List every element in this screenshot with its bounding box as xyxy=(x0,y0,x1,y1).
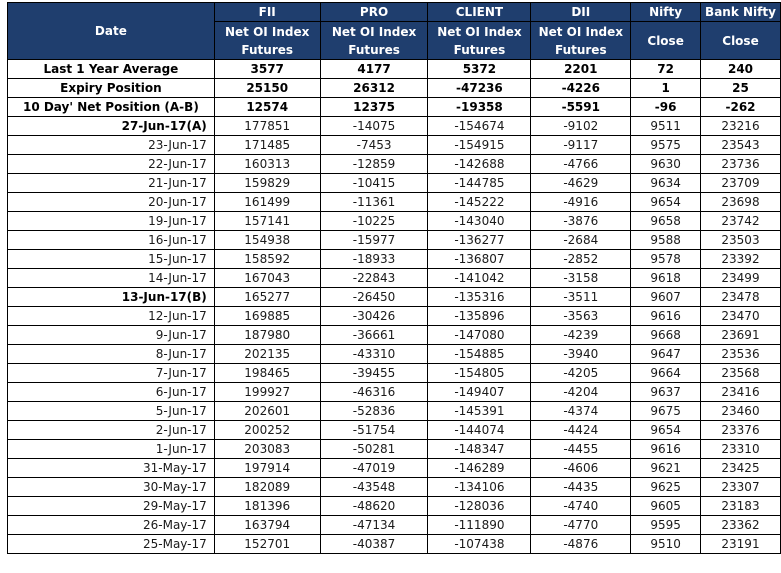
date-cell: 12-Jun-17 xyxy=(8,307,215,326)
value-cell: -15977 xyxy=(320,231,428,250)
subheader-line: Net OI Index xyxy=(224,24,310,39)
value-cell: -52836 xyxy=(320,402,428,421)
client-subheader xyxy=(428,22,531,60)
value-cell: -141042 xyxy=(428,269,531,288)
summary-cell: -4226 xyxy=(531,79,631,98)
value-cell: 23392 xyxy=(701,250,781,269)
value-cell: 23536 xyxy=(701,345,781,364)
value-cell: 9607 xyxy=(631,288,701,307)
value-cell: -135896 xyxy=(428,307,531,326)
date-cell: 5-Jun-17 xyxy=(8,402,215,421)
value-cell: -39455 xyxy=(320,364,428,383)
summary-label: Expiry Position xyxy=(8,79,215,98)
value-cell: -36661 xyxy=(320,326,428,345)
value-cell: 23310 xyxy=(701,440,781,459)
value-cell: -26450 xyxy=(320,288,428,307)
value-cell: -22843 xyxy=(320,269,428,288)
value-cell: 23460 xyxy=(701,402,781,421)
value-cell: 9625 xyxy=(631,478,701,497)
date-cell: 15-Jun-17 xyxy=(8,250,215,269)
value-cell: 202601 xyxy=(214,402,320,421)
date-cell: 6-Jun-17 xyxy=(8,383,215,402)
table-row xyxy=(8,364,781,383)
value-cell: -4239 xyxy=(531,326,631,345)
bank-nifty-subheader: Close xyxy=(701,22,781,60)
value-cell: -40387 xyxy=(320,535,428,554)
value-cell: 9630 xyxy=(631,155,701,174)
value-cell: 23499 xyxy=(701,269,781,288)
date-cell: 19-Jun-17 xyxy=(8,212,215,231)
summary-row xyxy=(8,60,781,79)
table-row xyxy=(8,250,781,269)
nifty-subheader: Close xyxy=(631,22,701,60)
value-cell: 202135 xyxy=(214,345,320,364)
dii-subheader xyxy=(531,22,631,60)
value-cell: -149407 xyxy=(428,383,531,402)
table-row xyxy=(8,326,781,345)
summary-cell: 1 xyxy=(631,79,701,98)
value-cell: 9647 xyxy=(631,345,701,364)
value-cell: -111890 xyxy=(428,516,531,535)
table-row xyxy=(8,440,781,459)
date-cell: 7-Jun-17 xyxy=(8,364,215,383)
value-cell: 9637 xyxy=(631,383,701,402)
value-cell: 23478 xyxy=(701,288,781,307)
value-cell: -3563 xyxy=(531,307,631,326)
date-cell: 25-May-17 xyxy=(8,535,215,554)
date-cell: 9-Jun-17 xyxy=(8,326,215,345)
value-cell: -134106 xyxy=(428,478,531,497)
value-cell: -11361 xyxy=(320,193,428,212)
value-cell: -146289 xyxy=(428,459,531,478)
date-cell: 20-Jun-17 xyxy=(8,193,215,212)
summary-cell: 25 xyxy=(701,79,781,98)
value-cell: 23307 xyxy=(701,478,781,497)
value-cell: -50281 xyxy=(320,440,428,459)
value-cell: 23376 xyxy=(701,421,781,440)
value-cell: -9117 xyxy=(531,136,631,155)
value-cell: 23742 xyxy=(701,212,781,231)
value-cell: -10225 xyxy=(320,212,428,231)
value-cell: 182089 xyxy=(214,478,320,497)
value-cell: 158592 xyxy=(214,250,320,269)
value-cell: -43548 xyxy=(320,478,428,497)
value-cell: -4455 xyxy=(531,440,631,459)
value-cell: -142688 xyxy=(428,155,531,174)
subheader-line: Futures xyxy=(348,42,400,57)
table-row xyxy=(8,193,781,212)
value-cell: 152701 xyxy=(214,535,320,554)
value-cell: -4205 xyxy=(531,364,631,383)
value-cell: -47019 xyxy=(320,459,428,478)
value-cell: -135316 xyxy=(428,288,531,307)
value-cell: -3940 xyxy=(531,345,631,364)
client-column-header: CLIENT xyxy=(428,3,531,22)
value-cell: -3158 xyxy=(531,269,631,288)
value-cell: 9658 xyxy=(631,212,701,231)
date-cell: 26-May-17 xyxy=(8,516,215,535)
value-cell: -4629 xyxy=(531,174,631,193)
value-cell: -154805 xyxy=(428,364,531,383)
value-cell: -47134 xyxy=(320,516,428,535)
value-cell: -7453 xyxy=(320,136,428,155)
date-cell: 29-May-17 xyxy=(8,497,215,516)
date-cell: 31-May-17 xyxy=(8,459,215,478)
date-cell: 27-Jun-17(A) xyxy=(8,117,215,136)
value-cell: 9618 xyxy=(631,269,701,288)
date-column-header: Date xyxy=(8,3,215,60)
summary-row xyxy=(8,98,781,117)
value-cell: 23216 xyxy=(701,117,781,136)
summary-cell: -96 xyxy=(631,98,701,117)
date-cell: 30-May-17 xyxy=(8,478,215,497)
value-cell: 159829 xyxy=(214,174,320,193)
value-cell: -46316 xyxy=(320,383,428,402)
table-row xyxy=(8,383,781,402)
value-cell: 181396 xyxy=(214,497,320,516)
value-cell: 197914 xyxy=(214,459,320,478)
value-cell: -10415 xyxy=(320,174,428,193)
value-cell: -4740 xyxy=(531,497,631,516)
oi-data-table xyxy=(7,2,781,554)
table-row xyxy=(8,174,781,193)
summary-cell: 25150 xyxy=(214,79,320,98)
value-cell: 171485 xyxy=(214,136,320,155)
value-cell: 9511 xyxy=(631,117,701,136)
value-cell: 167043 xyxy=(214,269,320,288)
value-cell: -4435 xyxy=(531,478,631,497)
value-cell: -43310 xyxy=(320,345,428,364)
fii-column-header: FII xyxy=(214,3,320,22)
summary-cell: -47236 xyxy=(428,79,531,98)
value-cell: -136807 xyxy=(428,250,531,269)
date-cell: 22-Jun-17 xyxy=(8,155,215,174)
value-cell: 23362 xyxy=(701,516,781,535)
value-cell: -147080 xyxy=(428,326,531,345)
value-cell: -30426 xyxy=(320,307,428,326)
value-cell: -3876 xyxy=(531,212,631,231)
value-cell: 23568 xyxy=(701,364,781,383)
date-cell: 2-Jun-17 xyxy=(8,421,215,440)
summary-cell: 240 xyxy=(701,60,781,79)
value-cell: 9595 xyxy=(631,516,701,535)
summary-cell: 5372 xyxy=(428,60,531,79)
value-cell: 23736 xyxy=(701,155,781,174)
table-row xyxy=(8,478,781,497)
subheader-line: Net OI Index xyxy=(331,24,417,39)
table-row xyxy=(8,155,781,174)
table-row xyxy=(8,307,781,326)
date-cell: 21-Jun-17 xyxy=(8,174,215,193)
value-cell: 23691 xyxy=(701,326,781,345)
value-cell: -128036 xyxy=(428,497,531,516)
table-header xyxy=(8,3,781,60)
value-cell: -4770 xyxy=(531,516,631,535)
value-cell: -4606 xyxy=(531,459,631,478)
value-cell: 169885 xyxy=(214,307,320,326)
value-cell: -3511 xyxy=(531,288,631,307)
value-cell: 9621 xyxy=(631,459,701,478)
subheader-line: Futures xyxy=(554,42,607,57)
value-cell: -154885 xyxy=(428,345,531,364)
value-cell: -144074 xyxy=(428,421,531,440)
table-row xyxy=(8,497,781,516)
summary-label: 10 Day' Net Position (A-B) xyxy=(8,98,215,117)
value-cell: 9578 xyxy=(631,250,701,269)
table-row xyxy=(8,516,781,535)
date-cell: 13-Jun-17(B) xyxy=(8,288,215,307)
value-cell: -12859 xyxy=(320,155,428,174)
table-row xyxy=(8,117,781,136)
value-cell: 161499 xyxy=(214,193,320,212)
value-cell: 157141 xyxy=(214,212,320,231)
value-cell: -18933 xyxy=(320,250,428,269)
header-row-top xyxy=(8,3,781,22)
value-cell: -9102 xyxy=(531,117,631,136)
value-cell: -4374 xyxy=(531,402,631,421)
fii-subheader xyxy=(214,22,320,60)
value-cell: -4916 xyxy=(531,193,631,212)
summary-cell: 72 xyxy=(631,60,701,79)
value-cell: 23543 xyxy=(701,136,781,155)
summary-cell: 12375 xyxy=(320,98,428,117)
value-cell: -145391 xyxy=(428,402,531,421)
nifty-column-header: Nifty xyxy=(631,3,701,22)
subheader-line: Futures xyxy=(453,42,506,57)
summary-cell: -262 xyxy=(701,98,781,117)
value-cell: -136277 xyxy=(428,231,531,250)
summary-row xyxy=(8,79,781,98)
value-cell: 23698 xyxy=(701,193,781,212)
table-row xyxy=(8,231,781,250)
value-cell: 23416 xyxy=(701,383,781,402)
value-cell: -154915 xyxy=(428,136,531,155)
value-cell: -148347 xyxy=(428,440,531,459)
value-cell: -51754 xyxy=(320,421,428,440)
value-cell: 23183 xyxy=(701,497,781,516)
value-cell: 23709 xyxy=(701,174,781,193)
table-row xyxy=(8,136,781,155)
value-cell: 9510 xyxy=(631,535,701,554)
value-cell: 9664 xyxy=(631,364,701,383)
table-row xyxy=(8,269,781,288)
value-cell: 9588 xyxy=(631,231,701,250)
date-cell: 14-Jun-17 xyxy=(8,269,215,288)
value-cell: 9616 xyxy=(631,440,701,459)
table-row xyxy=(8,421,781,440)
table-row xyxy=(8,459,781,478)
summary-cell: 2201 xyxy=(531,60,631,79)
dii-column-header: DII xyxy=(531,3,631,22)
value-cell: 9675 xyxy=(631,402,701,421)
table-row xyxy=(8,345,781,364)
value-cell: -4424 xyxy=(531,421,631,440)
value-cell: 203083 xyxy=(214,440,320,459)
value-cell: 198465 xyxy=(214,364,320,383)
subheader-line: Net OI Index xyxy=(437,24,522,39)
value-cell: 187980 xyxy=(214,326,320,345)
summary-cell: -19358 xyxy=(428,98,531,117)
value-cell: 9634 xyxy=(631,174,701,193)
pro-subheader xyxy=(320,22,428,60)
value-cell: 9616 xyxy=(631,307,701,326)
value-cell: -14075 xyxy=(320,117,428,136)
table-row xyxy=(8,535,781,554)
value-cell: 9605 xyxy=(631,497,701,516)
value-cell: 154938 xyxy=(214,231,320,250)
table-row xyxy=(8,288,781,307)
summary-cell: 26312 xyxy=(320,79,428,98)
subheader-line: Net OI Index xyxy=(538,24,623,39)
value-cell: 160313 xyxy=(214,155,320,174)
value-cell: -143040 xyxy=(428,212,531,231)
summary-cell: 12574 xyxy=(214,98,320,117)
value-cell: -4876 xyxy=(531,535,631,554)
table-body xyxy=(8,60,781,554)
value-cell: -48620 xyxy=(320,497,428,516)
subheader-line: Futures xyxy=(241,42,294,57)
value-cell: -107438 xyxy=(428,535,531,554)
summary-label: Last 1 Year Average xyxy=(8,60,215,79)
value-cell: 23425 xyxy=(701,459,781,478)
pro-column-header: PRO xyxy=(320,3,428,22)
value-cell: -145222 xyxy=(428,193,531,212)
value-cell: 23470 xyxy=(701,307,781,326)
value-cell: 199927 xyxy=(214,383,320,402)
value-cell: -2852 xyxy=(531,250,631,269)
value-cell: 9575 xyxy=(631,136,701,155)
value-cell: 9654 xyxy=(631,421,701,440)
date-cell: 23-Jun-17 xyxy=(8,136,215,155)
bank-nifty-column-header: Bank Nifty xyxy=(701,3,781,22)
date-cell: 16-Jun-17 xyxy=(8,231,215,250)
date-cell: 8-Jun-17 xyxy=(8,345,215,364)
value-cell: 163794 xyxy=(214,516,320,535)
value-cell: -2684 xyxy=(531,231,631,250)
value-cell: 200252 xyxy=(214,421,320,440)
value-cell: 9668 xyxy=(631,326,701,345)
value-cell: 177851 xyxy=(214,117,320,136)
value-cell: -4766 xyxy=(531,155,631,174)
table-row xyxy=(8,402,781,421)
summary-cell: -5591 xyxy=(531,98,631,117)
value-cell: -154674 xyxy=(428,117,531,136)
value-cell: -144785 xyxy=(428,174,531,193)
value-cell: 23191 xyxy=(701,535,781,554)
summary-cell: 3577 xyxy=(214,60,320,79)
value-cell: 9654 xyxy=(631,193,701,212)
value-cell: 165277 xyxy=(214,288,320,307)
summary-cell: 4177 xyxy=(320,60,428,79)
value-cell: -4204 xyxy=(531,383,631,402)
date-cell: 1-Jun-17 xyxy=(8,440,215,459)
value-cell: 23503 xyxy=(701,231,781,250)
table-row xyxy=(8,212,781,231)
